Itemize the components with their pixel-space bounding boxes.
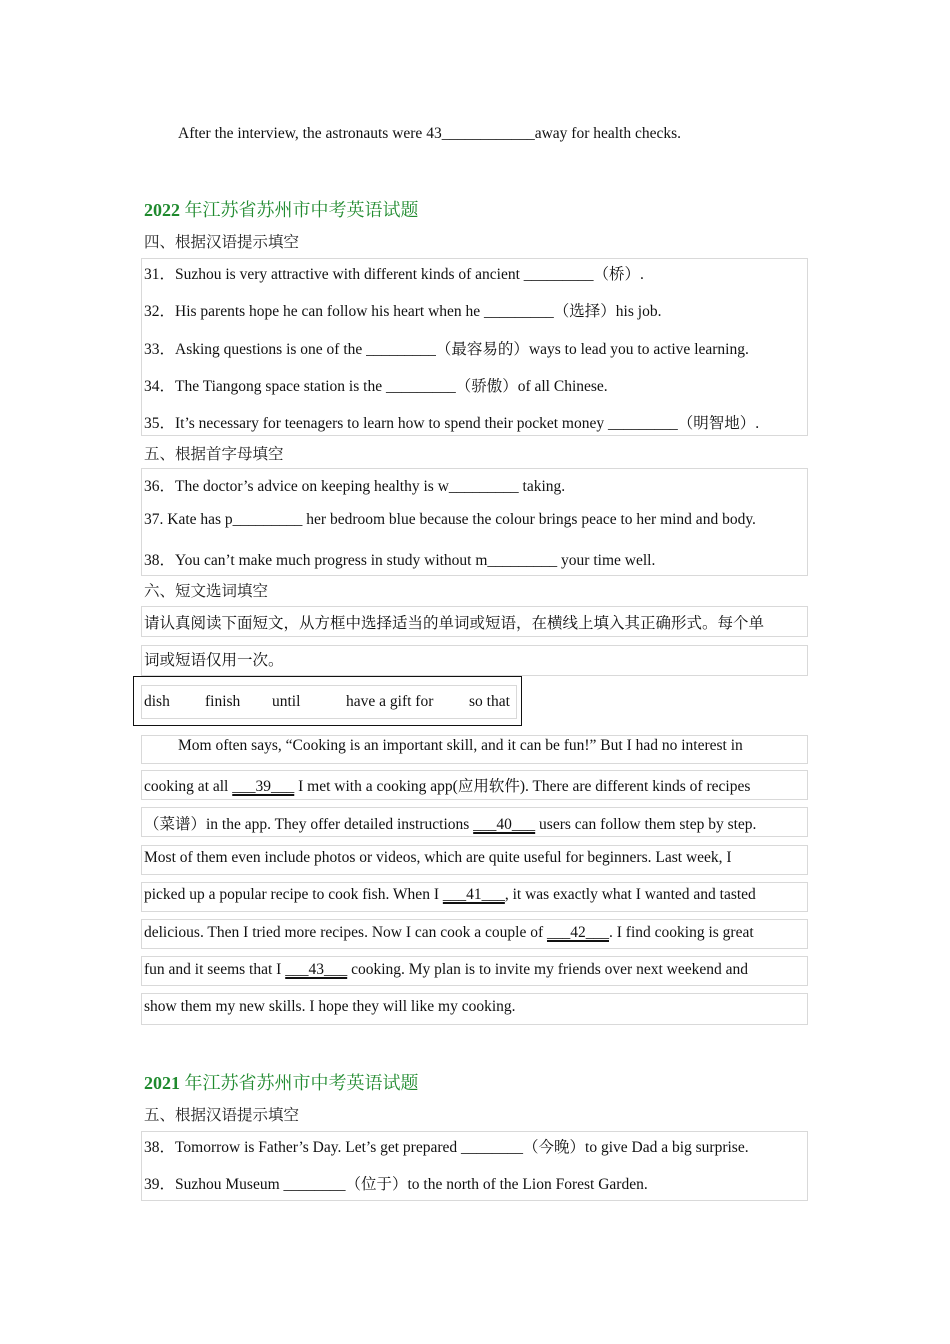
passage-text: cooking at all	[144, 778, 233, 795]
passage-line-3	[144, 812, 756, 834]
instructions-line-1: 请认真阅读下面短文，从方框中选择适当的单词或短语，在横线上填入其正确形式。每个单	[144, 615, 765, 632]
passage-text: delicious. Then I tried more recipes. Now I can cook a couple of	[144, 924, 547, 941]
blank-40: ___40___	[473, 816, 536, 833]
part4-heading: 四、根据汉语提示填空	[144, 234, 300, 251]
word-until: until	[272, 693, 301, 710]
top-question-text: After the interview, the astronauts were 43	[178, 125, 442, 142]
blank-42: ___42___	[547, 924, 609, 941]
passage-line-8: show them my new skills. I hope they will like my cooking.	[144, 998, 516, 1015]
passage-text: users can follow them step by step.	[535, 816, 757, 833]
top-question-text-end: away for health checks.	[534, 125, 682, 142]
year-2021: 2021	[144, 1073, 180, 1093]
passage-line-2	[144, 774, 750, 796]
passage-text: （菜谱）in the app. They offer detailed instructions	[144, 816, 474, 833]
question-34: 34．The Tiangong space station is the _________（骄傲）of all Chinese.	[144, 378, 608, 395]
blank-43: ____________	[441, 125, 535, 142]
question-31: 31．Suzhou is very attractive with different kinds of ancient _________（桥）.	[144, 266, 644, 283]
section-2021-title	[144, 1069, 419, 1095]
part6-heading: 六、短文选词填空	[144, 583, 269, 600]
blank-43: ___43___	[285, 961, 348, 978]
word-finish: finish	[205, 693, 241, 710]
question-37: 37. Kate has p_________ her bedroom blue because the colour brings peace to her mind and body.	[144, 511, 756, 528]
blank-39: ___39___	[232, 778, 295, 795]
question-32: 32．His parents hope he can follow his heart when he _________（选择）his job.	[144, 303, 662, 320]
word-have-a-gift-for: have a gift for	[346, 693, 434, 710]
question-33: 33．Asking questions is one of the _________（最容易的）ways to lead you to active learning.	[144, 341, 749, 358]
passage-line-1: Mom often says, “Cooking is an important skill, and it can be fun!” But I had no interest in	[178, 737, 743, 754]
section-2022-title-text: 年江苏省苏州市中考英语试题	[180, 200, 419, 220]
passage-line-5	[144, 886, 756, 904]
question-35: 35．It’s necessary for teenagers to learn how to spend their pocket money _________（明智地）.	[144, 415, 760, 432]
word-dish: dish	[144, 693, 170, 710]
top-question-43	[178, 125, 681, 143]
part5-2021-heading: 五、根据汉语提示填空	[144, 1107, 300, 1124]
passage-text: fun and it seems that I	[144, 961, 286, 978]
question-2021-38: 38．Tomorrow is Father’s Day. Let’s get prepared ________（今晚）to give Dad a big surprise.	[144, 1139, 749, 1156]
passage-text: cooking. My plan is to invite my friends over next weekend and	[347, 961, 748, 978]
section-2022-title	[144, 196, 419, 222]
section-2021-title-text: 年江苏省苏州市中考英语试题	[180, 1073, 419, 1093]
passage-line-6	[144, 924, 754, 942]
passage-line-4: Most of them even include photos or videos, which are quite useful for beginners. Last week, I	[144, 849, 732, 866]
blank-41: ___41___	[442, 886, 505, 903]
instructions-line-2: 词或短语仅用一次。	[144, 652, 284, 669]
passage-text: , it was exactly what I wanted and tasted	[504, 886, 756, 903]
part5-heading: 五、根据首字母填空	[144, 446, 284, 463]
passage-text: picked up a popular recipe to cook fish. When I	[144, 886, 443, 903]
year-2022: 2022	[144, 200, 180, 220]
passage-text: I met with a cooking app(应用软件). There are different kinds of recipes	[294, 778, 751, 795]
question-36: 36．The doctor’s advice on keeping healthy is w_________ taking.	[144, 478, 566, 495]
word-so-that: so that	[469, 693, 510, 710]
passage-line-7	[144, 961, 748, 979]
word-box-inner	[141, 685, 517, 719]
question-2021-39: 39．Suzhou Museum ________（位于）to the north of the Lion Forest Garden.	[144, 1176, 648, 1193]
question-38: 38．You can’t make much progress in study without m_________ your time well.	[144, 552, 656, 569]
passage-text: . I find cooking is great	[609, 924, 754, 941]
